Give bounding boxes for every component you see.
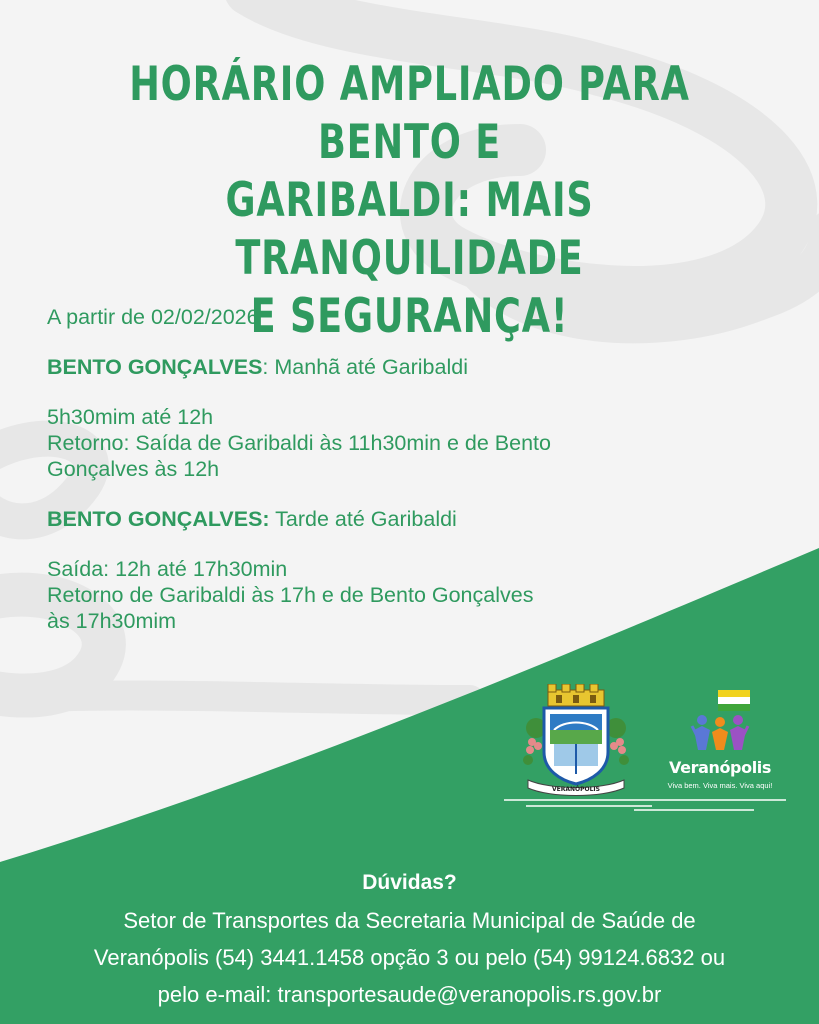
- footer-line-1: Setor de Transportes da Secretaria Municipal de Saúde de: [123, 908, 696, 933]
- coat-of-arms-icon: [520, 684, 632, 800]
- afternoon-route-label: BENTO GONÇALVES:: [47, 507, 270, 531]
- afternoon-return-line-2: às 17h30mim: [47, 609, 177, 633]
- headline: [106, 56, 714, 346]
- contact-footer: [0, 868, 819, 1013]
- coat-caption: VERANÓPOLIS: [551, 786, 601, 793]
- morning-route: [47, 354, 687, 380]
- afternoon-schedule: [47, 556, 687, 634]
- footer-title: Dúvidas?: [362, 871, 457, 894]
- start-date: A partir de 02/02/2026: [47, 305, 259, 329]
- afternoon-route-desc: Tarde até Garibaldi: [269, 507, 457, 531]
- schedule-details: [47, 304, 687, 658]
- footer-line-2: Veranópolis (54) 3441.1458 opção 3 ou pelo (54) 99124.6832 ou: [93, 945, 726, 970]
- afternoon-departure: Saída: 12h até 17h30min: [47, 557, 288, 581]
- afternoon-route: [47, 506, 687, 532]
- people-flag-icon: [660, 690, 780, 756]
- decorative-lines: [500, 798, 790, 814]
- headline-line-1: HORÁRIO AMPLIADO PARA BENTO E: [129, 57, 690, 170]
- footer-line-3: pelo e-mail: transportesaude@veranopolis.rs.gov.br: [157, 982, 662, 1007]
- morning-route-desc: : Manhã até Garibaldi: [262, 355, 468, 379]
- morning-hours: 5h30mim até 12h: [47, 405, 214, 429]
- morning-return-line-2: Gonçalves às 12h: [47, 457, 220, 481]
- logos-area: [500, 684, 790, 824]
- afternoon-return-line-1: Retorno de Garibaldi às 17h e de Bento Gonçalves: [47, 583, 534, 607]
- veranopolis-brand: [660, 690, 780, 800]
- morning-schedule: [47, 404, 687, 482]
- brand-slogan: Viva bem. Viva mais. Viva aqui!: [667, 781, 773, 790]
- brand-name: Veranópolis: [669, 758, 771, 777]
- headline-line-2: GARIBALDI: MAIS TRANQUILIDADE: [225, 173, 594, 286]
- morning-return-line-1: Retorno: Saída de Garibaldi às 11h30min e de Bento: [47, 431, 551, 455]
- headline-line-3: E SEGURANÇA!: [250, 289, 569, 344]
- morning-route-label: BENTO GONÇALVES: [47, 355, 263, 379]
